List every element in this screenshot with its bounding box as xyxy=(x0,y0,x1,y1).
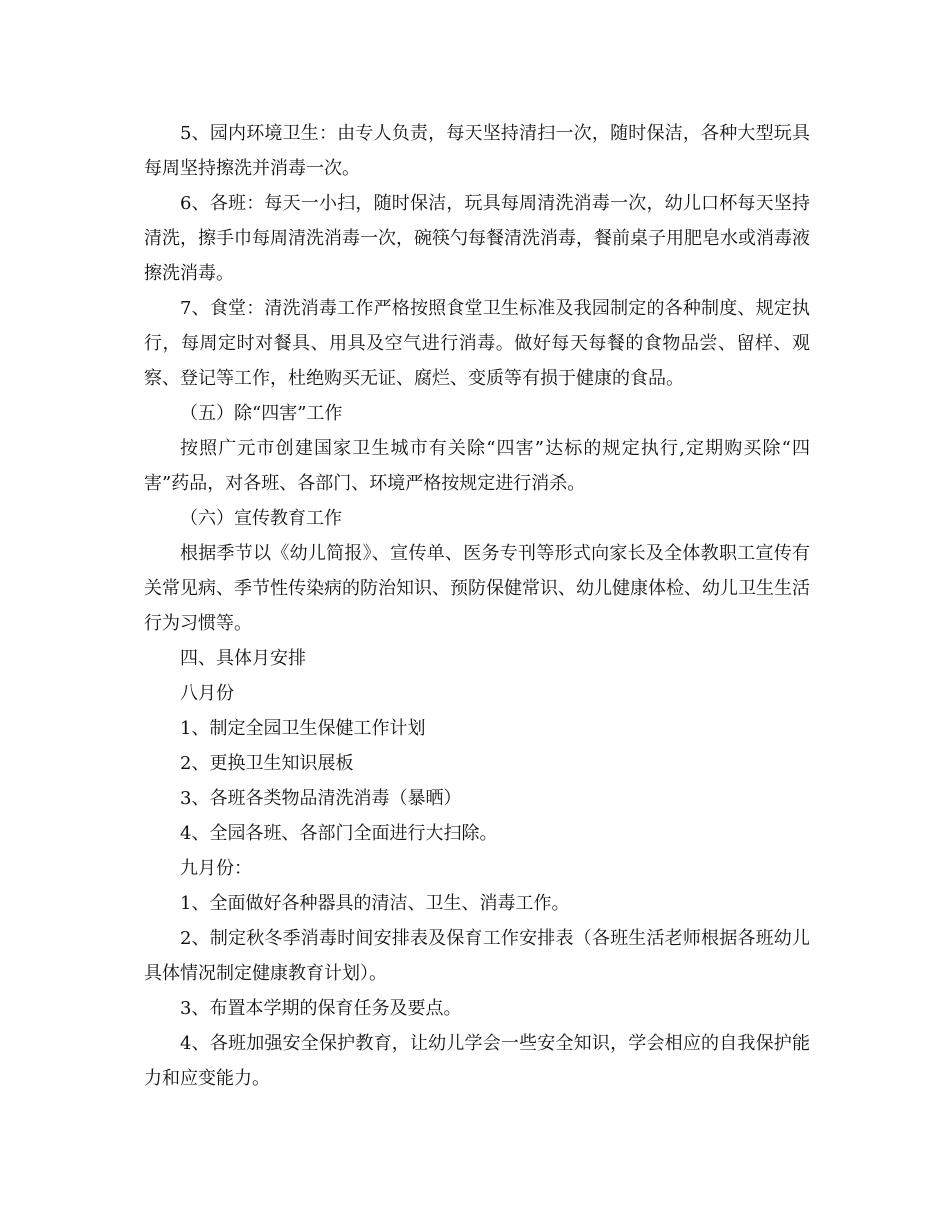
month-heading-august: 八月份 xyxy=(180,683,234,704)
paragraph-education: 根据季节以《幼儿简报》、宣传单、医务专刊等形式向家长及全体教职工宣传有关常见病、季节性传染病的防治知识、预防保健常识、幼儿健康体检、幼儿卫生生活行为习惯等。 xyxy=(144,543,810,634)
section-heading-education: （六）宣传教育工作 xyxy=(180,508,342,529)
month-heading-september: 九月份： xyxy=(180,858,252,879)
list-item-august-3: 3、各班各类物品清洗消毒（暴晒） xyxy=(180,788,462,809)
list-item-september-2: 2、制定秋冬季消毒时间安排表及保育工作安排表（各班生活老师根据各班幼儿具体情况制定健康教育计划）。 xyxy=(144,928,810,984)
paragraph-environment-hygiene: 5、园内环境卫生：由专人负责，每天坚持清扫一次，随时保洁，各种大型玩具每周坚持擦洗并消毒一次。 xyxy=(144,123,810,179)
list-item-september-4: 4、各班加强安全保护教育，让幼儿学会一些安全知识，学会相应的自我保护能力和应变能力。 xyxy=(144,1033,810,1089)
paragraph-pest-control: 按照广元市创建国家卫生城市有关除“四害”达标的规定执行,定期购买除“四害”药品，对各班、各部门、环境严格按规定进行消杀。 xyxy=(144,438,810,494)
list-item-september-1: 1、全面做好各种器具的清洁、卫生、消毒工作。 xyxy=(180,893,570,914)
section-heading-monthly-plan: 四、具体月安排 xyxy=(180,648,306,669)
list-item-august-1: 1、制定全园卫生保健工作计划 xyxy=(180,718,426,739)
paragraph-canteen: 7、食堂：清洗消毒工作严格按照食堂卫生标准及我园制定的各种制度、规定执行，每周定时对餐具、用具及空气进行消毒。做好每天每餐的食物品尝、留样、观察、登记等工作，杜绝购买无证、腐烂、变质等有损于健康的食品。 xyxy=(144,298,810,389)
section-heading-pest-control: （五）除“四害”工作 xyxy=(180,403,343,424)
list-item-august-4: 4、全园各班、各部门全面进行大扫除。 xyxy=(180,823,498,844)
list-item-august-2: 2、更换卫生知识展板 xyxy=(180,753,354,774)
paragraph-class-hygiene: 6、各班：每天一小扫，随时保洁，玩具每周清洗消毒一次，幼儿口杯每天坚持清洗，擦手巾每周清洗消毒一次，碗筷勺每餐清洗消毒，餐前桌子用肥皂水或消毒液擦洗消毒。 xyxy=(144,193,810,284)
document-body xyxy=(144,116,810,1096)
list-item-september-3: 3、布置本学期的保育任务及要点。 xyxy=(180,998,462,1019)
